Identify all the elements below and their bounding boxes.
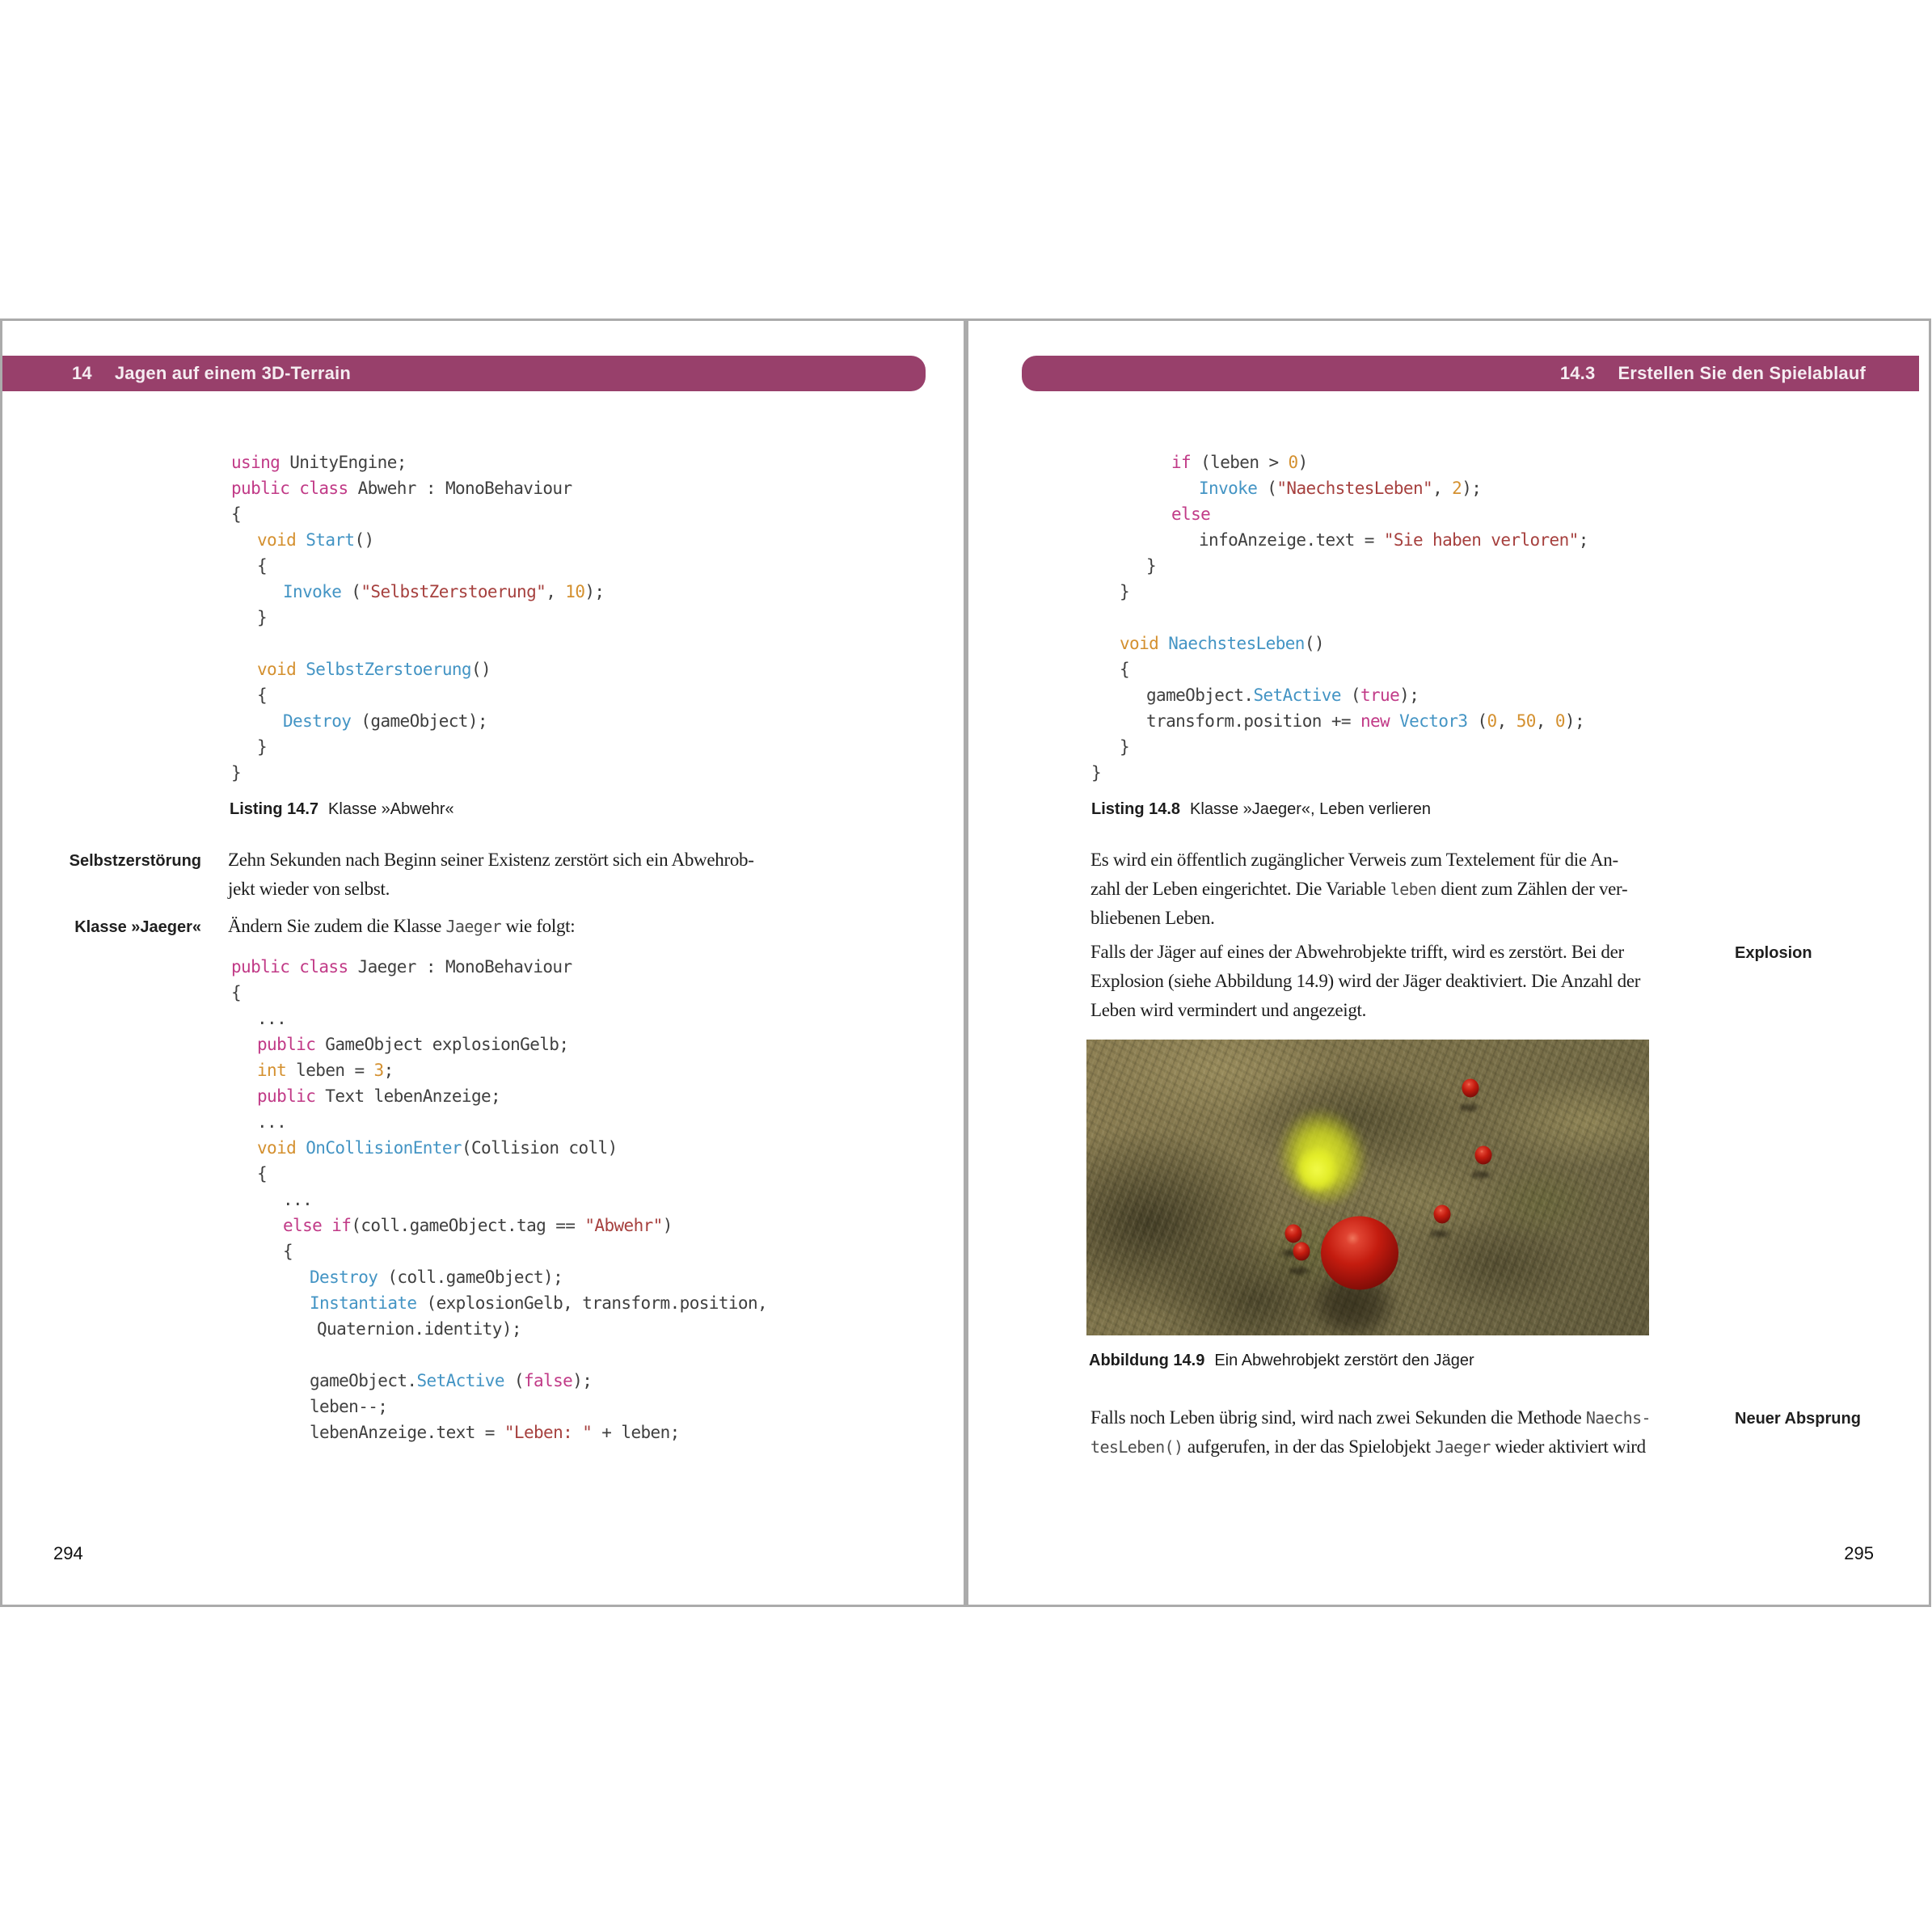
figure-caption-14-9 xyxy=(1089,1352,1474,1370)
code-token: ); xyxy=(584,582,605,601)
chapter-banner xyxy=(2,356,926,391)
code-token: , xyxy=(1496,711,1516,731)
code-token: public xyxy=(257,1086,316,1106)
paragraph-leben-variable xyxy=(1090,846,1745,933)
code-token: transform.position += xyxy=(1146,711,1360,731)
code-line xyxy=(231,631,604,656)
code-line xyxy=(1091,708,1588,734)
listing-caption-14-8 xyxy=(1091,800,1431,819)
body-text: aufgerufen, in der das Spielobjekt xyxy=(1183,1436,1436,1457)
code-line xyxy=(1091,605,1588,631)
code-token: () xyxy=(354,530,374,550)
code-token: ... xyxy=(257,1009,287,1028)
figure-caption-label: Abbildung 14.9 xyxy=(1089,1352,1205,1369)
code-token: 0 xyxy=(1288,453,1298,472)
code-listing-jaeger xyxy=(231,954,767,1445)
code-token: ( xyxy=(1340,685,1360,705)
code-token: Jaeger : MonoBehaviour xyxy=(348,957,572,977)
chapter-number: 14 xyxy=(72,363,92,383)
margin-note-klasse-jaeger: Klasse »Jaeger« xyxy=(74,918,201,936)
code-token: () xyxy=(470,660,491,679)
figure-caption-text: Ein Abwehrobjekt zerstört den Jäger xyxy=(1214,1352,1474,1369)
code-token: new xyxy=(1360,711,1390,731)
code-token: ... xyxy=(257,1112,287,1132)
body-text: Zehn Sekunden nach Beginn seiner Existenz zerstört sich ein Abwehrob- jekt wieder von selbst. xyxy=(228,850,754,899)
code-line xyxy=(231,449,604,475)
code-line xyxy=(231,579,604,605)
code-token: (coll.gameObject.tag == xyxy=(351,1216,585,1235)
code-token: NaechstesLeben xyxy=(1168,634,1305,653)
code-token: public xyxy=(257,1035,316,1054)
code-token: + leben; xyxy=(592,1423,680,1442)
abwehr-sphere-shadow xyxy=(1289,1267,1309,1274)
code-token: ; xyxy=(383,1061,394,1080)
code-line xyxy=(1091,631,1588,656)
body-text: Ändern Sie zudem die Klasse xyxy=(228,916,446,936)
margin-note-explosion: Explosion xyxy=(1735,944,1812,962)
code-token: public class xyxy=(231,957,348,977)
code-line xyxy=(231,1057,767,1083)
code-token: (explosionGelb, transform.position, xyxy=(416,1293,768,1313)
code-token: if xyxy=(1171,453,1192,472)
code-token: 50 xyxy=(1516,711,1536,731)
code-line xyxy=(1091,734,1588,760)
code-line xyxy=(231,954,767,980)
code-line xyxy=(231,1161,767,1187)
abwehr-sphere-shadow xyxy=(1430,1230,1449,1238)
code-token: (Collision coll) xyxy=(461,1138,618,1158)
code-token: true xyxy=(1360,685,1400,705)
code-listing-abwehr xyxy=(231,449,604,786)
code-token: else xyxy=(1171,504,1211,524)
body-text: Es wird ein öffentlich zugänglicher Verweis zum Textelement für die An- zahl der Leben eingerichtet. Die Variable xyxy=(1090,850,1618,899)
code-token: public class xyxy=(231,479,348,498)
margin-note-selbstzerstoerung: Selbstzerstörung xyxy=(69,852,201,870)
code-token: { xyxy=(257,1164,268,1183)
code-token: ); xyxy=(1564,711,1585,731)
paragraph-klasse-jaeger xyxy=(228,912,875,941)
code-line xyxy=(231,1006,767,1031)
code-token: Instantiate xyxy=(310,1293,417,1313)
section-number: 14.3 xyxy=(1559,363,1596,383)
code-token: 0 xyxy=(1487,711,1497,731)
code-line xyxy=(231,605,604,631)
code-line xyxy=(231,1264,767,1290)
code-line xyxy=(1091,553,1588,579)
code-token: void xyxy=(257,530,297,550)
paragraph-explosion xyxy=(1090,938,1745,1025)
code-token: "NaechstesLeben" xyxy=(1276,479,1433,498)
code-token: "SelbstZerstoerung" xyxy=(361,582,546,601)
code-token: infoAnzeige.text = xyxy=(1199,530,1384,550)
code-line xyxy=(231,1316,767,1342)
code-token: } xyxy=(257,608,268,627)
code-token: 0 xyxy=(1554,711,1565,731)
code-token: SelbstZerstoerung xyxy=(306,660,471,679)
code-token: ); xyxy=(1399,685,1419,705)
section-banner xyxy=(1022,356,1919,391)
code-token: } xyxy=(257,737,268,757)
code-token: 3 xyxy=(373,1061,384,1080)
inline-code: Jaeger xyxy=(445,917,502,936)
listing-text: Klasse »Jaeger«, Leben verlieren xyxy=(1190,800,1431,818)
code-token: , xyxy=(546,582,566,601)
code-token: Quaternion.identity); xyxy=(317,1319,521,1339)
code-token: ( xyxy=(1257,479,1277,498)
abwehr-sphere xyxy=(1293,1242,1310,1260)
code-line xyxy=(231,527,604,553)
code-line xyxy=(231,1109,767,1135)
code-token: } xyxy=(1120,737,1130,757)
code-token: Invoke xyxy=(283,582,342,601)
code-token: SetActive xyxy=(416,1371,504,1390)
paragraph-selbstzerstoerung xyxy=(228,846,875,904)
paragraph-neuer-absprung xyxy=(1090,1403,1745,1462)
code-token xyxy=(1158,634,1168,653)
code-line xyxy=(1091,656,1588,682)
listing-label: Listing 14.8 xyxy=(1091,800,1181,818)
code-token: Vector3 xyxy=(1399,711,1468,731)
abwehr-sphere-shadow xyxy=(1459,1104,1479,1112)
code-line xyxy=(231,980,767,1006)
code-token: Destroy xyxy=(310,1268,378,1287)
code-line xyxy=(231,1394,767,1419)
code-token: } xyxy=(231,763,242,783)
body-text: dient zum Zählen der ver- bliebenen Leben. xyxy=(1090,879,1628,928)
code-token: (leben > xyxy=(1191,453,1289,472)
code-token: , xyxy=(1535,711,1555,731)
code-token: leben = xyxy=(286,1061,374,1080)
code-line xyxy=(1091,449,1588,475)
code-token xyxy=(296,530,306,550)
section-title: Erstellen Sie den Spielablauf xyxy=(1618,363,1866,383)
code-token: "Abwehr" xyxy=(584,1216,663,1235)
page-number: 294 xyxy=(53,1543,83,1563)
code-token: lebenAnzeige.text = xyxy=(310,1423,504,1442)
listing-label: Listing 14.7 xyxy=(230,800,319,818)
code-line xyxy=(231,501,604,527)
code-token: ; xyxy=(1578,530,1588,550)
code-line xyxy=(231,708,604,734)
code-token: 10 xyxy=(565,582,585,601)
page-number: 295 xyxy=(1844,1543,1874,1563)
code-line xyxy=(1091,501,1588,527)
page-left xyxy=(0,318,966,1607)
code-line xyxy=(231,1031,767,1057)
code-token: Destroy xyxy=(283,711,352,731)
code-token: { xyxy=(257,556,268,576)
code-token xyxy=(296,1138,306,1158)
page-right xyxy=(966,318,1931,1607)
code-token: ... xyxy=(283,1190,313,1209)
code-token: 2 xyxy=(1452,479,1462,498)
code-token: ( xyxy=(341,582,361,601)
code-token: leben--; xyxy=(310,1397,388,1416)
code-token: ) xyxy=(1297,453,1308,472)
code-token: OnCollisionEnter xyxy=(306,1138,462,1158)
code-token: Invoke xyxy=(1199,479,1258,498)
code-line xyxy=(231,475,604,501)
code-line xyxy=(231,656,604,682)
inline-code: leben xyxy=(1390,880,1436,899)
code-token: ) xyxy=(662,1216,673,1235)
code-token: gameObject. xyxy=(1146,685,1254,705)
code-token: () xyxy=(1304,634,1324,653)
code-token: } xyxy=(1146,556,1157,576)
code-line xyxy=(231,682,604,708)
code-token: ); xyxy=(1462,479,1482,498)
listing-text: Klasse »Abwehr« xyxy=(328,800,454,818)
code-line xyxy=(231,734,604,760)
code-line xyxy=(231,1187,767,1213)
body-text: wie folgt: xyxy=(501,916,576,936)
code-token: false xyxy=(523,1371,573,1390)
code-token: (coll.gameObject); xyxy=(378,1268,563,1287)
code-token: UnityEngine; xyxy=(280,453,407,472)
listing-caption-14-7 xyxy=(230,800,454,819)
inline-code: Naechs- tesLeben() xyxy=(1090,1408,1651,1457)
inline-code: Jaeger xyxy=(1435,1437,1491,1457)
code-line xyxy=(1091,579,1588,605)
code-line xyxy=(231,1290,767,1316)
code-token: void xyxy=(257,660,297,679)
code-listing-naechstes-leben xyxy=(1091,449,1588,786)
code-token: ( xyxy=(1467,711,1487,731)
code-line xyxy=(1091,760,1588,786)
chapter-title: Jagen auf einem 3D-Terrain xyxy=(114,363,351,383)
abwehr-sphere xyxy=(1462,1079,1479,1098)
code-token: { xyxy=(257,685,268,705)
code-line xyxy=(231,1342,767,1368)
code-token xyxy=(296,660,306,679)
code-token: SetActive xyxy=(1253,685,1341,705)
code-token: Abwehr : MonoBehaviour xyxy=(348,479,572,498)
jaeger-sphere xyxy=(1321,1216,1398,1289)
code-line xyxy=(231,1135,767,1161)
code-token: void xyxy=(257,1138,297,1158)
code-token: void xyxy=(1120,634,1159,653)
code-token: ( xyxy=(504,1371,524,1390)
code-token: Text lebenAnzeige; xyxy=(315,1086,501,1106)
margin-note-neuer-absprung: Neuer Absprung xyxy=(1735,1410,1861,1428)
code-token: using xyxy=(231,453,281,472)
code-line xyxy=(231,553,604,579)
code-token: { xyxy=(283,1242,293,1261)
code-token: else if xyxy=(283,1216,352,1235)
code-line xyxy=(1091,682,1588,708)
abwehr-sphere xyxy=(1433,1204,1450,1223)
code-token: { xyxy=(231,983,242,1002)
code-line xyxy=(231,1238,767,1264)
body-text: wieder aktiviert wird xyxy=(1490,1436,1646,1457)
code-token: { xyxy=(1120,660,1130,679)
code-line xyxy=(1091,475,1588,501)
code-token: gameObject. xyxy=(310,1371,417,1390)
code-token: { xyxy=(231,504,242,524)
code-line xyxy=(231,760,604,786)
code-token: } xyxy=(1120,582,1130,601)
code-line xyxy=(231,1419,767,1445)
code-token: "Sie haben verloren" xyxy=(1383,530,1579,550)
code-line xyxy=(231,1083,767,1109)
code-line xyxy=(231,1213,767,1238)
code-token: ); xyxy=(572,1371,593,1390)
body-text: Falls der Jäger auf eines der Abwehrobjekte trifft, wird es zerstört. Bei der Explosion (siehe Abbildung 14.9) wird der Jäger deaktiviert. Die Anzahl der Leben wird vermindert und angezeigt. xyxy=(1090,942,1641,1020)
code-token: int xyxy=(257,1061,287,1080)
code-token: GameObject explosionGelb; xyxy=(315,1035,569,1054)
abwehr-sphere xyxy=(1474,1145,1491,1164)
code-token: "Leben: " xyxy=(504,1423,593,1442)
code-token xyxy=(1390,711,1399,731)
code-token: , xyxy=(1432,479,1453,498)
abwehr-sphere-shadow xyxy=(1471,1171,1491,1179)
code-token: (gameObject); xyxy=(351,711,487,731)
figure-unity-terrain-screenshot xyxy=(1086,1040,1649,1335)
body-text: Falls noch Leben übrig sind, wird nach zwei Sekunden die Methode xyxy=(1090,1407,1586,1428)
abwehr-sphere xyxy=(1285,1224,1302,1242)
code-line xyxy=(231,1368,767,1394)
code-token: Start xyxy=(306,530,355,550)
code-line xyxy=(1091,527,1588,553)
code-token: } xyxy=(1091,763,1102,783)
